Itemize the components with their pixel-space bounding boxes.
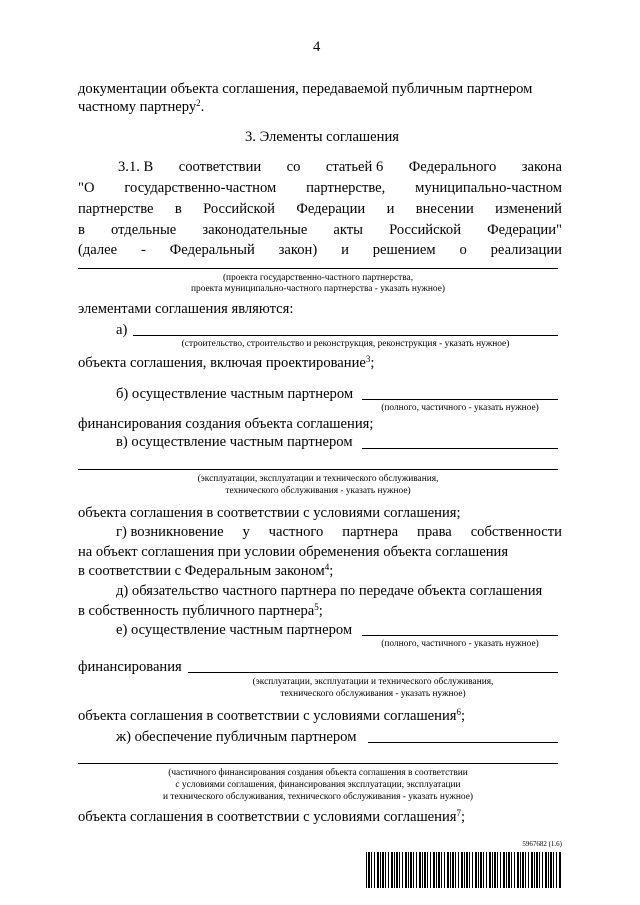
word: 3.1. В: [118, 159, 154, 175]
barcode-text: 5967682 (1.6): [522, 840, 562, 848]
field-hint: (строительство, строительство и реконструкция, реконструкция - указать нужное): [181, 339, 510, 349]
paragraph-line: [78, 241, 562, 259]
fill-in-line[interactable]: [362, 448, 558, 449]
paragraph-line: объекта соглашения в соответствии с условиями соглашения$^6$;: [78, 707, 466, 724]
field-hint: (полного, частичного - указать нужное): [381, 403, 539, 413]
paragraph-line: [116, 523, 562, 541]
fill-in-line[interactable]: [368, 742, 558, 743]
word: решением: [372, 242, 436, 258]
word: г) возникновение: [116, 524, 224, 540]
paragraph-line: д) обязательство частного партнера по передаче объекта соглашения: [116, 583, 543, 599]
word: Российской: [389, 222, 461, 238]
word: со: [286, 159, 301, 175]
word: отдельные: [111, 222, 177, 238]
field-hint: (частичного финансирования создания объекта соглашения в соответствии: [168, 768, 468, 778]
word: Федерации: [296, 201, 366, 217]
footnote-ref: 7: [456, 808, 461, 818]
word: и: [386, 201, 395, 217]
word: партнерстве: [78, 201, 154, 217]
paragraph-line: документации объекта соглашения, передаваемой публичным партнером: [78, 81, 533, 97]
word: соответствии: [178, 159, 262, 175]
fill-in-line[interactable]: [78, 268, 558, 269]
field-hint: с условиями соглашения, финансирования эксплуатации, эксплуатации: [175, 780, 461, 790]
paragraph-line: в собственность публичного партнера$^5$;: [78, 602, 323, 619]
word: (далее: [78, 242, 118, 258]
barcode: [366, 852, 562, 888]
word: о: [459, 242, 467, 258]
word: партнера: [342, 524, 399, 540]
fill-in-line[interactable]: [78, 763, 558, 764]
paragraph-line: [118, 158, 562, 176]
fill-in-line[interactable]: [188, 672, 558, 673]
word: реализации: [490, 242, 562, 258]
footnote-ref: 4: [324, 562, 330, 572]
field-hint: (эксплуатации, эксплуатации и технического обслуживания,: [252, 677, 494, 687]
paragraph-line: финансирования создания объекта соглашения;: [78, 416, 374, 432]
word: закона: [521, 159, 562, 175]
fill-in-line[interactable]: [362, 635, 558, 636]
paragraph-line: финансирования: [78, 659, 182, 675]
item-v-label: в) осуществление частным партнером: [116, 434, 353, 450]
word: партнерстве,: [306, 180, 386, 196]
item-b-label: б) осуществление частным партнером: [116, 386, 354, 402]
word: права: [417, 524, 452, 540]
field-hint: (проекта государственно-частного партнерства,: [222, 273, 414, 283]
item-zh-label: ж) обеспечение публичным партнером: [116, 729, 357, 745]
paragraph-line: [78, 221, 562, 239]
field-hint: технического обслуживания - указать нужное): [280, 689, 466, 699]
field-hint: и технического обслуживания, технического обслуживания - указать нужное): [162, 792, 474, 802]
paragraph-line: на объект соглашения при условии обременения объекта соглашения: [78, 544, 509, 560]
fill-in-line[interactable]: [362, 399, 558, 400]
footnote-ref: 6: [456, 707, 461, 717]
word: в: [174, 201, 182, 217]
paragraph-line: объекта соглашения в соответствии с условиями соглашения$^7$;: [78, 808, 466, 825]
paragraph-line: элементами соглашения являются:: [78, 301, 294, 317]
fill-in-line[interactable]: [78, 469, 558, 470]
word: собственности: [470, 524, 562, 540]
paragraph-line: [78, 200, 562, 218]
page-number: 4: [313, 39, 321, 55]
word: частного: [268, 524, 324, 540]
word: Федеральный: [169, 242, 255, 258]
fill-in-line[interactable]: [133, 335, 558, 336]
word: муниципально-частном: [415, 180, 562, 196]
word: -: [141, 242, 146, 258]
word: Российской: [203, 201, 275, 217]
paragraph-line: в соответствии с Федеральным законом$^4$;: [78, 562, 334, 579]
word: закон): [278, 242, 318, 258]
word: "О: [78, 180, 95, 196]
word: акты: [333, 222, 363, 238]
section-heading: 3. Элементы соглашения: [245, 129, 399, 145]
word: Федерального: [408, 159, 497, 175]
paragraph-line: объекта соглашения в соответствии с условиями соглашения;: [78, 505, 461, 521]
field-hint: проекта муниципально-частного партнерства - указать нужное): [190, 284, 446, 294]
paragraph-line: частному партнеру$^2$.: [78, 98, 205, 115]
item-a-label: а): [116, 322, 128, 338]
item-e-label: е) осуществление частным партнером: [116, 622, 353, 638]
word: внесении: [415, 201, 474, 217]
word: государственно-частном: [124, 180, 277, 196]
word: изменений: [495, 201, 562, 217]
paragraph-line: объекта соглашения, включая проектирование$^3$;: [78, 354, 375, 371]
field-hint: (полного, частичного - указать нужное): [381, 639, 539, 649]
paragraph-line: [78, 179, 562, 197]
field-hint: технического обслуживания - указать нужное): [225, 486, 411, 496]
word: у: [242, 524, 250, 540]
word: статьей 6: [325, 159, 384, 175]
word: Федерации": [487, 222, 562, 238]
field-hint: (эксплуатации, эксплуатации и технического обслуживания,: [197, 474, 439, 484]
word: и: [341, 242, 349, 258]
footnote-ref: 3: [365, 354, 371, 364]
word: в: [78, 222, 85, 238]
footnote-ref: 5: [314, 602, 319, 612]
footnote-ref: 2: [196, 98, 201, 108]
word: законодательные: [202, 222, 308, 238]
